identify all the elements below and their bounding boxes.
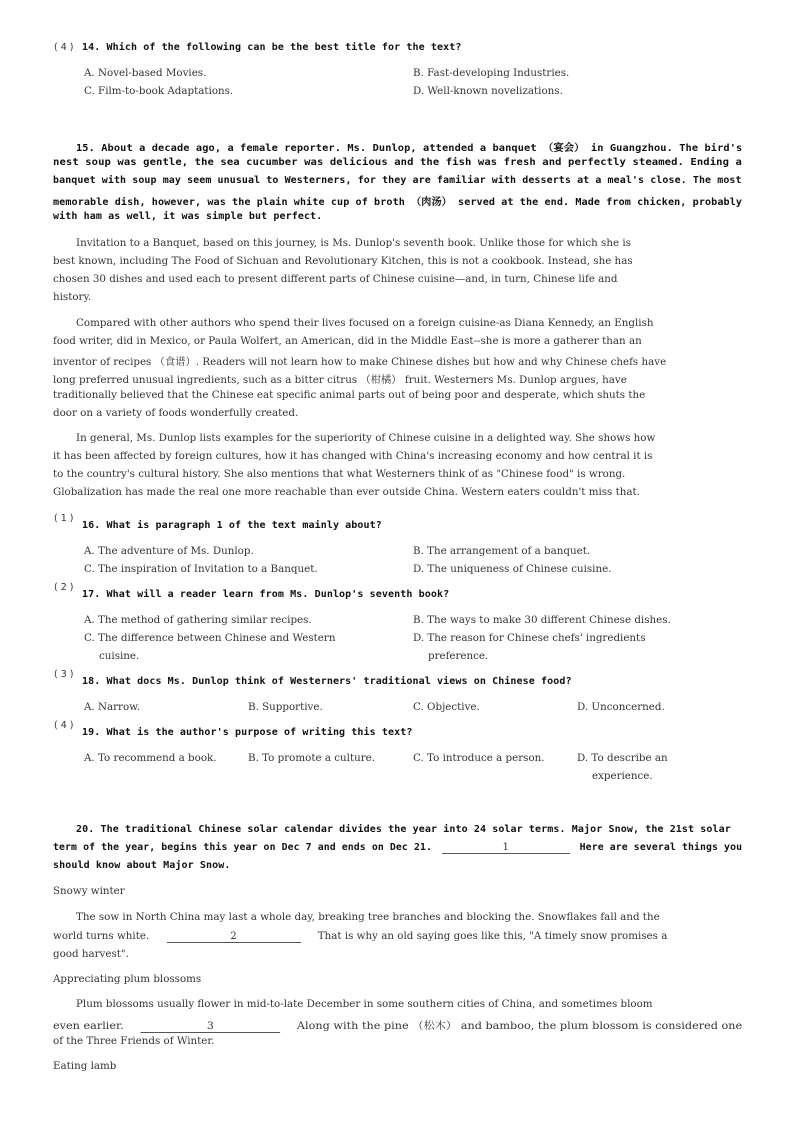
blank-2[interactable]: 2 [167, 931, 301, 943]
option-c-continued: cuisine. [99, 650, 140, 662]
answer-number: ( 3 ) [54, 669, 74, 680]
option-d: D. The reason for Chinese chefs' ingredients [413, 632, 646, 644]
option-a: A. Narrow. [84, 701, 141, 713]
option-d-continued: preference. [428, 650, 489, 662]
document-page: ( 4 ) 14. Which of the following can be the best title for the text? A. Novel-based Movies. B. Fast-developing Industries. C. Film-to-book Adaptations. D. Well-known novelizations. 15. About a decade ago, a female reporter. Ms. Dunlop, attended a banquet （宴会） in Guangzhou. The bird's nest soup was gentle, the sea cucumber was delicious and the fish was fresh and perfectly steamed. Ending a banquet with soup may seem unusual to Westerners, for they are familiar with desserts at a meal's close. The most memorable dish, however, was the plain white cup of broth （肉汤） served at the end. Made from chicken, probably with ham as well, it was simple but perfect. Invitation to a Banquet, based on this journey, is Ms. Dunlop's seventh book. Unlike those for which she is best known, including The Food of Sichuan and Revolutionary Kitchen, this is not a cookbook. Instead, she has chosen 30 dishes and used each to present different parts of Chinese cuisine—and, in turn, Chinese life and history. Compared with other authors who spend their lives focused on a foreign cuisine-as Diana Kennedy, an English food writer, did in Mexico, or Paula Wolfert, an American, did in the Middle East--she is more a gatherer than an inventor of recipes （食谱）. Readers will not learn how to make Chinese dishes but how and why Chinese chefs have long preferred unusual ingredients, such as a bitter citrus （柑橘） fruit. Westerners Ms. Dunlop argues, have traditionally believed that the Chinese eat specific animal parts out of being poor and desperate, which shuts the door on a variety of foods wonderfully created. In general, Ms. Dunlop lists examples for the superiority of Chinese cuisine in a delighted way. She shows how it has been affected by foreign cultures, how it has changed with China's increasing economy and how central it is to the country's cultural history. She also mentions that what Westerners think of as "Chinese food" is wrong. Globalization has made the real one more reachable than ever outside China. Western eaters couldn't miss that. ( 1 ) 16. What is paragraph 1 of the text mainly about? A. The adventure of Ms. Dunlop. B. The arrangement of a banquet. C. The inspiration of Invitation to a Banquet. D. The uniqueness of Chinese cuisine. ( 2 ) 17. What will a reader learn from Ms. Dunlop's seventh book? A. The method of gathering similar recipes. B. The ways to make 30 different Chinese dishes. C. The difference between Chinese and Western cuisine. D. The reason for Chinese chefs' ingredients preference. ( 3 ) 18. What docs Ms. Dunlop think of Westerners' traditional views on Chinese food? A. Narrow. B. Supportive. C. Objective. D. Unconcerned. ( 4 ) 19. What is the author's purpose of writing this text? A. To recommend a book. B. To promote a culture. C. To introduce a person. D. To describe an experience. 20. The traditional Chinese solar calendar divides the year into 24 solar terms. Major Snow, the 21st solar term of the year, begins this year on Dec 7 and ends on Dec 21. 1 Here are several things you should know about Major Snow. Snowy winter The sow in North China may last a whole day, breaking tree branches and blocking the. Snowflakes fall and the world turns white. 2 That is why an old saying goes like this, "A timely snow promises a good harvest". Appreciating plum blossoms Plum blossoms usually flower in mid-to-late December in some southern cities of China, and sometimes bloom even earlier. 3 Along with the pine （松木） and bamboo, the plum blossom is considered one of the Three Friends of Winter. Eating lamb [53, 42, 743, 1072]
question-14-stem: 14. Which of the following can be the best title for the text? [82, 42, 462, 53]
question-18-stem: 18. What docs Ms. Dunlop think of Westerners' traditional views on Chinese food? [82, 676, 572, 687]
option-c: C. The inspiration of Invitation to a Banquet. [84, 563, 318, 575]
option-c: C. To introduce a person. [413, 752, 545, 764]
question-16-stem: 16. What is paragraph 1 of the text mainly about? [82, 520, 382, 531]
option-d: D. Well-known novelizations. [413, 85, 563, 97]
answer-number: ( 2 ) [54, 582, 74, 593]
option-a: A. The method of gathering similar recipes. [84, 614, 312, 626]
option-b: B. Fast-developing Industries. [413, 67, 570, 79]
blank-1[interactable]: 1 [442, 842, 570, 854]
option-d-continued: experience. [592, 770, 653, 782]
option-b: B. To promote a culture. [248, 752, 375, 764]
option-b: B. Supportive. [248, 701, 323, 713]
option-d: D. Unconcerned. [577, 701, 665, 713]
option-d: D. The uniqueness of Chinese cuisine. [413, 563, 612, 575]
answer-number: ( 1 ) [54, 513, 74, 524]
option-a: A. To recommend a book. [84, 752, 217, 764]
option-a: A. Novel-based Movies. [84, 67, 207, 79]
option-c: C. The difference between Chinese and Western [84, 632, 336, 644]
section-heading: Eating lamb [53, 1060, 117, 1072]
section-heading: Appreciating plum blossoms [53, 973, 202, 985]
answer-number: ( 4 ) [54, 720, 74, 731]
blank-3[interactable]: 3 [140, 1021, 280, 1033]
option-b: B. The ways to make 30 different Chinese dishes. [413, 614, 671, 626]
option-a: A. The adventure of Ms. Dunlop. [84, 545, 254, 557]
option-b: B. The arrangement of a banquet. [413, 545, 591, 557]
answer-number: ( 4 ) [54, 42, 74, 53]
option-d: D. To describe an [577, 752, 668, 764]
question-19-stem: 19. What is the author's purpose of writing this text? [82, 727, 413, 738]
section-heading: Snowy winter [53, 885, 125, 897]
option-c: C. Film-to-book Adaptations. [84, 85, 234, 97]
question-17-stem: 17. What will a reader learn from Ms. Dunlop's seventh book? [82, 589, 450, 600]
option-c: C. Objective. [413, 701, 480, 713]
